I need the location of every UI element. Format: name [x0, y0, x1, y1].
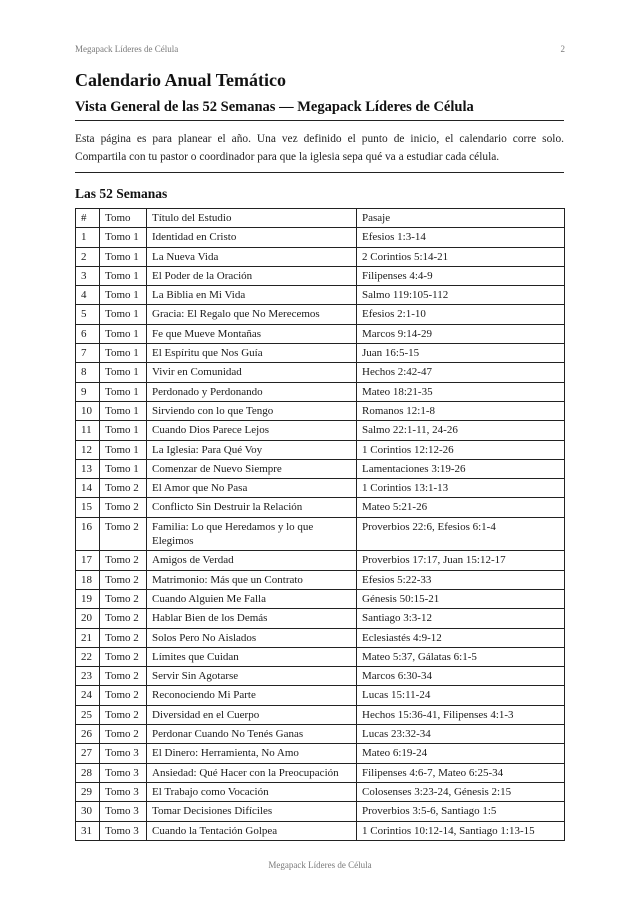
table-row	[76, 324, 565, 343]
week-number: 15	[76, 498, 100, 517]
table-row	[76, 705, 565, 724]
week-tomo: Tomo 1	[100, 266, 147, 285]
table-row	[76, 382, 565, 401]
week-title: Diversidad en el Cuerpo	[147, 705, 357, 724]
week-number: 11	[76, 421, 100, 440]
table-row	[76, 570, 565, 589]
week-title: Conflicto Sin Destruir la Relación	[147, 498, 357, 517]
week-tomo: Tomo 2	[100, 725, 147, 744]
week-title: Perdonado y Perdonando	[147, 382, 357, 401]
page-title: Calendario Anual Temático	[75, 70, 287, 90]
week-title: Sirviendo con lo que Tengo	[147, 401, 357, 420]
week-tomo: Tomo 1	[100, 324, 147, 343]
week-passage: Efesios 5:22-33	[357, 570, 565, 589]
week-number: 21	[76, 628, 100, 647]
week-number: 13	[76, 459, 100, 478]
intro-paragraph: Esta página es para planear el año. Una vez definido el punto de inicio, el calendario corre solo. Compartila con tu pastor o coordinador para que la iglesia sepa qué va a estudiar cada célula.	[75, 133, 564, 163]
week-title: Gracia: El Regalo que No Merecemos	[147, 305, 357, 324]
week-passage: Mateo 5:21-26	[357, 498, 565, 517]
week-tomo: Tomo 1	[100, 421, 147, 440]
week-title: Hablar Bien de los Demás	[147, 609, 357, 628]
week-tomo: Tomo 2	[100, 498, 147, 517]
week-title: Identidad en Cristo	[147, 228, 357, 247]
title-divider	[75, 120, 564, 121]
week-passage: Salmo 22:1-11, 24-26	[357, 421, 565, 440]
week-passage: Colosenses 3:23-24, Génesis 2:15	[357, 782, 565, 801]
week-tomo: Tomo 2	[100, 517, 147, 551]
week-passage: Mateo 5:37, Gálatas 6:1-5	[357, 647, 565, 666]
week-passage: Marcos 6:30-34	[357, 667, 565, 686]
week-passage: Hechos 2:42-47	[357, 363, 565, 382]
header-passage: Pasaje	[357, 209, 565, 228]
week-tomo: Tomo 1	[100, 459, 147, 478]
weeks-table-body	[76, 228, 565, 841]
week-title: El Dinero: Herramienta, No Amo	[147, 744, 357, 763]
week-tomo: Tomo 1	[100, 228, 147, 247]
table-row	[76, 440, 565, 459]
week-passage: 2 Corintios 5:14-21	[357, 247, 565, 266]
week-title: Amigos de Verdad	[147, 551, 357, 570]
table-row	[76, 802, 565, 821]
week-number: 30	[76, 802, 100, 821]
week-title: Matrimonio: Más que un Contrato	[147, 570, 357, 589]
header-tomo: Tomo	[100, 209, 147, 228]
week-tomo: Tomo 1	[100, 286, 147, 305]
week-title: La Iglesia: Para Qué Voy	[147, 440, 357, 459]
week-passage: Juan 16:5-15	[357, 344, 565, 363]
week-passage: Mateo 18:21-35	[357, 382, 565, 401]
week-tomo: Tomo 2	[100, 667, 147, 686]
table-row	[76, 725, 565, 744]
week-passage: Marcos 9:14-29	[357, 324, 565, 343]
week-title: El Espíritu que Nos Guía	[147, 344, 357, 363]
table-row	[76, 479, 565, 498]
week-number: 31	[76, 821, 100, 840]
week-title: Perdonar Cuando No Tenés Ganas	[147, 725, 357, 744]
week-number: 18	[76, 570, 100, 589]
table-row	[76, 628, 565, 647]
week-passage: Proverbios 3:5-6, Santiago 1:5	[357, 802, 565, 821]
page-number: 2	[560, 44, 565, 54]
week-passage: Efesios 2:1-10	[357, 305, 565, 324]
week-tomo: Tomo 1	[100, 401, 147, 420]
week-title: Cuando Alguien Me Falla	[147, 589, 357, 608]
week-passage: Génesis 50:15-21	[357, 589, 565, 608]
week-number: 10	[76, 401, 100, 420]
table-row	[76, 551, 565, 570]
week-title: Tomar Decisiones Difíciles	[147, 802, 357, 821]
week-passage: Efesios 1:3-14	[357, 228, 565, 247]
week-tomo: Tomo 3	[100, 821, 147, 840]
week-number: 7	[76, 344, 100, 363]
table-row	[76, 763, 565, 782]
week-number: 25	[76, 705, 100, 724]
week-tomo: Tomo 2	[100, 609, 147, 628]
week-title: Cuando Dios Parece Lejos	[147, 421, 357, 440]
table-row	[76, 305, 565, 324]
week-number: 8	[76, 363, 100, 382]
week-tomo: Tomo 2	[100, 686, 147, 705]
week-tomo: Tomo 1	[100, 247, 147, 266]
week-passage: Lucas 15:11-24	[357, 686, 565, 705]
week-passage: Santiago 3:3-12	[357, 609, 565, 628]
week-tomo: Tomo 1	[100, 344, 147, 363]
week-number: 1	[76, 228, 100, 247]
week-number: 2	[76, 247, 100, 266]
week-passage: Filipenses 4:4-9	[357, 266, 565, 285]
week-title: Ansiedad: Qué Hacer con la Preocupación	[147, 763, 357, 782]
week-passage: 1 Corintios 13:1-13	[357, 479, 565, 498]
week-passage: Hechos 15:36-41, Filipenses 4:1-3	[357, 705, 565, 724]
table-row	[76, 228, 565, 247]
table-row	[76, 286, 565, 305]
week-number: 29	[76, 782, 100, 801]
table-row	[76, 459, 565, 478]
week-passage: Lamentaciones 3:19-26	[357, 459, 565, 478]
running-header: Megapack Líderes de Célula	[75, 44, 179, 54]
week-number: 12	[76, 440, 100, 459]
table-row	[76, 266, 565, 285]
week-tomo: Tomo 3	[100, 782, 147, 801]
week-title: Reconociendo Mi Parte	[147, 686, 357, 705]
table-row	[76, 363, 565, 382]
week-title: Familia: Lo que Heredamos y lo que Elegimos	[147, 517, 357, 551]
week-tomo: Tomo 1	[100, 363, 147, 382]
week-tomo: Tomo 2	[100, 551, 147, 570]
week-passage: Salmo 119:105-112	[357, 286, 565, 305]
week-number: 14	[76, 479, 100, 498]
week-number: 28	[76, 763, 100, 782]
table-row	[76, 667, 565, 686]
week-title: Servir Sin Agotarse	[147, 667, 357, 686]
week-number: 5	[76, 305, 100, 324]
table-row	[76, 401, 565, 420]
week-tomo: Tomo 3	[100, 763, 147, 782]
week-number: 24	[76, 686, 100, 705]
table-row	[76, 589, 565, 608]
week-title: Límites que Cuidan	[147, 647, 357, 666]
week-passage: 1 Corintios 12:12-26	[357, 440, 565, 459]
week-number: 22	[76, 647, 100, 666]
table-row	[76, 344, 565, 363]
week-tomo: Tomo 1	[100, 440, 147, 459]
table-row	[76, 744, 565, 763]
section-title: Las 52 Semanas	[75, 186, 168, 201]
week-number: 23	[76, 667, 100, 686]
week-passage: Filipenses 4:6-7, Mateo 6:25-34	[357, 763, 565, 782]
week-passage: Lucas 23:32-34	[357, 725, 565, 744]
week-tomo: Tomo 2	[100, 570, 147, 589]
page-footer: Megapack Líderes de Célula	[268, 860, 372, 870]
week-number: 27	[76, 744, 100, 763]
week-passage: Eclesiastés 4:9-12	[357, 628, 565, 647]
table-row	[76, 498, 565, 517]
week-tomo: Tomo 1	[100, 305, 147, 324]
table-row	[76, 647, 565, 666]
week-passage: Proverbios 17:17, Juan 15:12-17	[357, 551, 565, 570]
table-row	[76, 247, 565, 266]
week-passage: Mateo 6:19-24	[357, 744, 565, 763]
week-title: Cuando la Tentación Golpea	[147, 821, 357, 840]
table-row	[76, 609, 565, 628]
week-title: La Biblia en Mi Vida	[147, 286, 357, 305]
table-header-row	[76, 209, 565, 228]
week-title: El Poder de la Oración	[147, 266, 357, 285]
week-number: 6	[76, 324, 100, 343]
week-tomo: Tomo 3	[100, 802, 147, 821]
table-row	[76, 517, 565, 551]
week-number: 9	[76, 382, 100, 401]
week-title: Solos Pero No Aislados	[147, 628, 357, 647]
header-title: Título del Estudio	[147, 209, 357, 228]
week-title: Vivir en Comunidad	[147, 363, 357, 382]
week-tomo: Tomo 1	[100, 382, 147, 401]
header-number: #	[76, 209, 100, 228]
week-tomo: Tomo 2	[100, 479, 147, 498]
week-number: 26	[76, 725, 100, 744]
table-row	[76, 421, 565, 440]
week-number: 19	[76, 589, 100, 608]
weeks-table	[75, 208, 565, 841]
week-title: Comenzar de Nuevo Siempre	[147, 459, 357, 478]
week-tomo: Tomo 2	[100, 647, 147, 666]
table-row	[76, 686, 565, 705]
week-title: El Trabajo como Vocación	[147, 782, 357, 801]
week-tomo: Tomo 2	[100, 705, 147, 724]
week-number: 16	[76, 517, 100, 551]
week-passage: 1 Corintios 10:12-14, Santiago 1:13-15	[357, 821, 565, 840]
week-title: El Amor que No Pasa	[147, 479, 357, 498]
page-subtitle: Vista General de las 52 Semanas — Megapack Líderes de Célula	[75, 99, 474, 115]
week-tomo: Tomo 2	[100, 589, 147, 608]
week-number: 3	[76, 266, 100, 285]
week-number: 17	[76, 551, 100, 570]
week-passage: Proverbios 22:6, Efesios 6:1-4	[357, 517, 565, 551]
table-row	[76, 821, 565, 840]
week-title: Fe que Mueve Montañas	[147, 324, 357, 343]
week-number: 4	[76, 286, 100, 305]
week-number: 20	[76, 609, 100, 628]
week-tomo: Tomo 3	[100, 744, 147, 763]
intro-divider	[75, 172, 564, 173]
week-passage: Romanos 12:1-8	[357, 401, 565, 420]
week-tomo: Tomo 2	[100, 628, 147, 647]
week-title: La Nueva Vida	[147, 247, 357, 266]
table-row	[76, 782, 565, 801]
